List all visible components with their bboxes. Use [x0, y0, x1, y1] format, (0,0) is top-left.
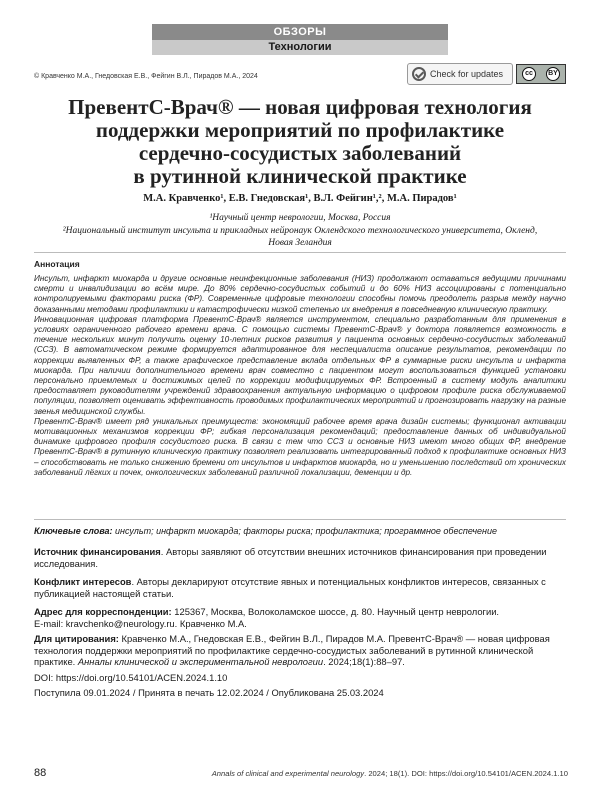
footer-journal-name: Annals of clinical and experimental neurology: [211, 769, 365, 778]
affiliation-1: ¹Научный центр неврологии, Москва, Россия: [209, 213, 391, 223]
correspondence-address: [34, 606, 566, 629]
title-line: ПревентС-Врач® — новая цифровая технология: [68, 95, 532, 119]
abstract: [34, 252, 566, 478]
title-line: сердечно-сосудистых заболеваний: [138, 141, 462, 165]
check-for-updates-label: Check for updates: [430, 69, 504, 79]
affiliation-2: ²Национальный институт инсульта и прикладных нейронаук Оклендского технологического университета, Окленд, Новая Зеландия: [62, 226, 538, 248]
keywords-text: инсульт; инфаркт миокарда; факторы риска; профилактика; программное обеспечение: [112, 526, 497, 536]
abstract-body: [34, 274, 566, 478]
publication-dates: Поступила 09.01.2024 / Принята в печать 12.02.2024 / Опубликована 25.03.2024: [34, 687, 384, 698]
author-list: М.А. Кравченко¹, Е.В. Гнедовская¹, В.Л. Фейгин¹,², М.А. Пирадов¹: [143, 193, 457, 204]
by-icon: BY: [546, 67, 560, 81]
keywords-label: Ключевые слова:: [34, 526, 113, 536]
conflict-text: . Авторы декларируют отсутствие явных и потенциальных конфликтов интересов, связанных с публикацией настоящей статьи.: [34, 576, 546, 599]
cc-icon: cc: [522, 67, 536, 81]
section-header: ОБЗОРЫ: [152, 24, 448, 40]
check-icon: [412, 67, 426, 81]
doi-link[interactable]: DOI: https://doi.org/10.54101/ACEN.2024.1.10: [34, 672, 228, 683]
funding-text: . Авторы заявляют об отсутствии внешних источников финансирования при проведении исследования.: [34, 546, 547, 569]
title-line: в рутинной клинической практике: [133, 164, 467, 188]
footer-journal: [180, 769, 568, 778]
check-for-updates-badge[interactable]: [407, 63, 513, 85]
footer-doi: . 2024; 18(1). DOI: https://doi.org/10.54101/ACEN.2024.1.10: [364, 769, 568, 778]
abstract-paragraph: Инновационная цифровая платформа ПревентС-Врач® является инструментом, специально разработанным для применения в условиях ограниченного рабочего времени врача. С помощью системы ПревентС-Врач® у доктора появляется возможность в течение нескольких минут получить оценку 10-летних рисков развития у пациента основных сердечно-сосудистых заболеваний (ССЗ). В автоматическом режиме формируется адаптированное для неспециалиста описание результатов, рекомендации по коррекции выявленных ФР, а также графическое представление вклада отдельных ФР в суммарные риски инсульта и инфаркта миокарда. При наличии дополнительного времени врач совместно с пациентом могут воспользоваться функцией установки персонально приемлемых и достижимых целей по коррекции модифицируемых ФР. Встроенный в систему модуль аналитики предоставляет руководителям учреждений здравоохранения актуальную информацию о цифровом профиле риска обслуживаемой популяции, позволяет оценивать эффективность проводимых профилактических мероприятий и прогнозировать нагрузку на разные звенья медицинской службы.: [34, 314, 566, 416]
conflict-label: Конфликт интересов: [34, 576, 132, 587]
subsection-header: Технологии: [152, 40, 448, 55]
conflict-note: [34, 576, 566, 599]
funding-note: [34, 546, 566, 569]
citation: [34, 633, 566, 668]
address-email[interactable]: E-mail: kravchenko@neurology.ru. Кравченко М.А.: [34, 617, 247, 629]
address-text: 125367, Москва, Волоколамское шоссе, д. 80. Научный центр неврологии.: [171, 606, 500, 617]
citation-tail: . 2024;18(1):88–97.: [323, 656, 405, 667]
address-label: Адрес для корреспонденции:: [34, 606, 172, 617]
copyright-line: © Кравченко М.А., Гнедовская Е.В., Фейгин В.Л., Пирадов М.А., 2024: [34, 73, 258, 80]
citation-label: Для цитирования:: [34, 633, 119, 644]
abstract-heading: Аннотация: [34, 252, 566, 269]
abstract-paragraph: ПревентС-Врач® имеет ряд уникальных преимуществ: экономящий рабочее время врача дизайн системы; функционал активации мотивационных механизмов коррекции ФР; гибкая персонализация рекомендаций; предоставление данных об индивидуальной динамике цифрового профиля сосудистого риска. В связи с тем что ССЗ и основные НИЗ имеют много общих ФР, внедрение ПревентС-Врач® в рутинную клиническую практику позволяет реализовать интегрированный подход к профилактике основных НИЗ – способствовать не только снижению бремени от инсультов и инфарктов миокарда, но и уменьшению последствий от хронических заболеваний лёгких и почек, онкологических заболеваний различной локализации, деменции и др.: [34, 416, 566, 477]
citation-text: Кравченко М.А., Гнедовская Е.В., Фейгин В.Л., Пирадов М.А. ПревентС-Врач® — новая цифровая технология поддержки мероприятий по профилактике сердечно-сосудистых заболеваний в рутинной клинической практике.: [34, 633, 550, 667]
keywords: [34, 519, 566, 537]
page-number: 88: [34, 767, 47, 779]
title-line: поддержки мероприятий по профилактике: [95, 118, 505, 142]
article-title: [30, 96, 570, 188]
funding-label: Источник финансирования: [34, 546, 161, 557]
citation-journal: Анналы клинической и экспериментальной неврологии: [77, 656, 324, 667]
abstract-paragraph: Инсульт, инфаркт миокарда и другие основные неинфекционные заболевания (НИЗ) продолжают оставаться ведущими причинами смерти и инвалидизации во всём мире. До 80% сердечно-сосудистых событий и до 60% НИЗ ассоциированы с потенциально контролируемыми факторами риска (ФР). Современные цифровые технологии способны помочь преодолеть разрыв между научно доказанными методами профилактики и катастрофически низкой степенью их внедрения в повседневную клиническую практику.: [34, 274, 566, 314]
cc-by-license-badge[interactable]: [516, 64, 566, 84]
